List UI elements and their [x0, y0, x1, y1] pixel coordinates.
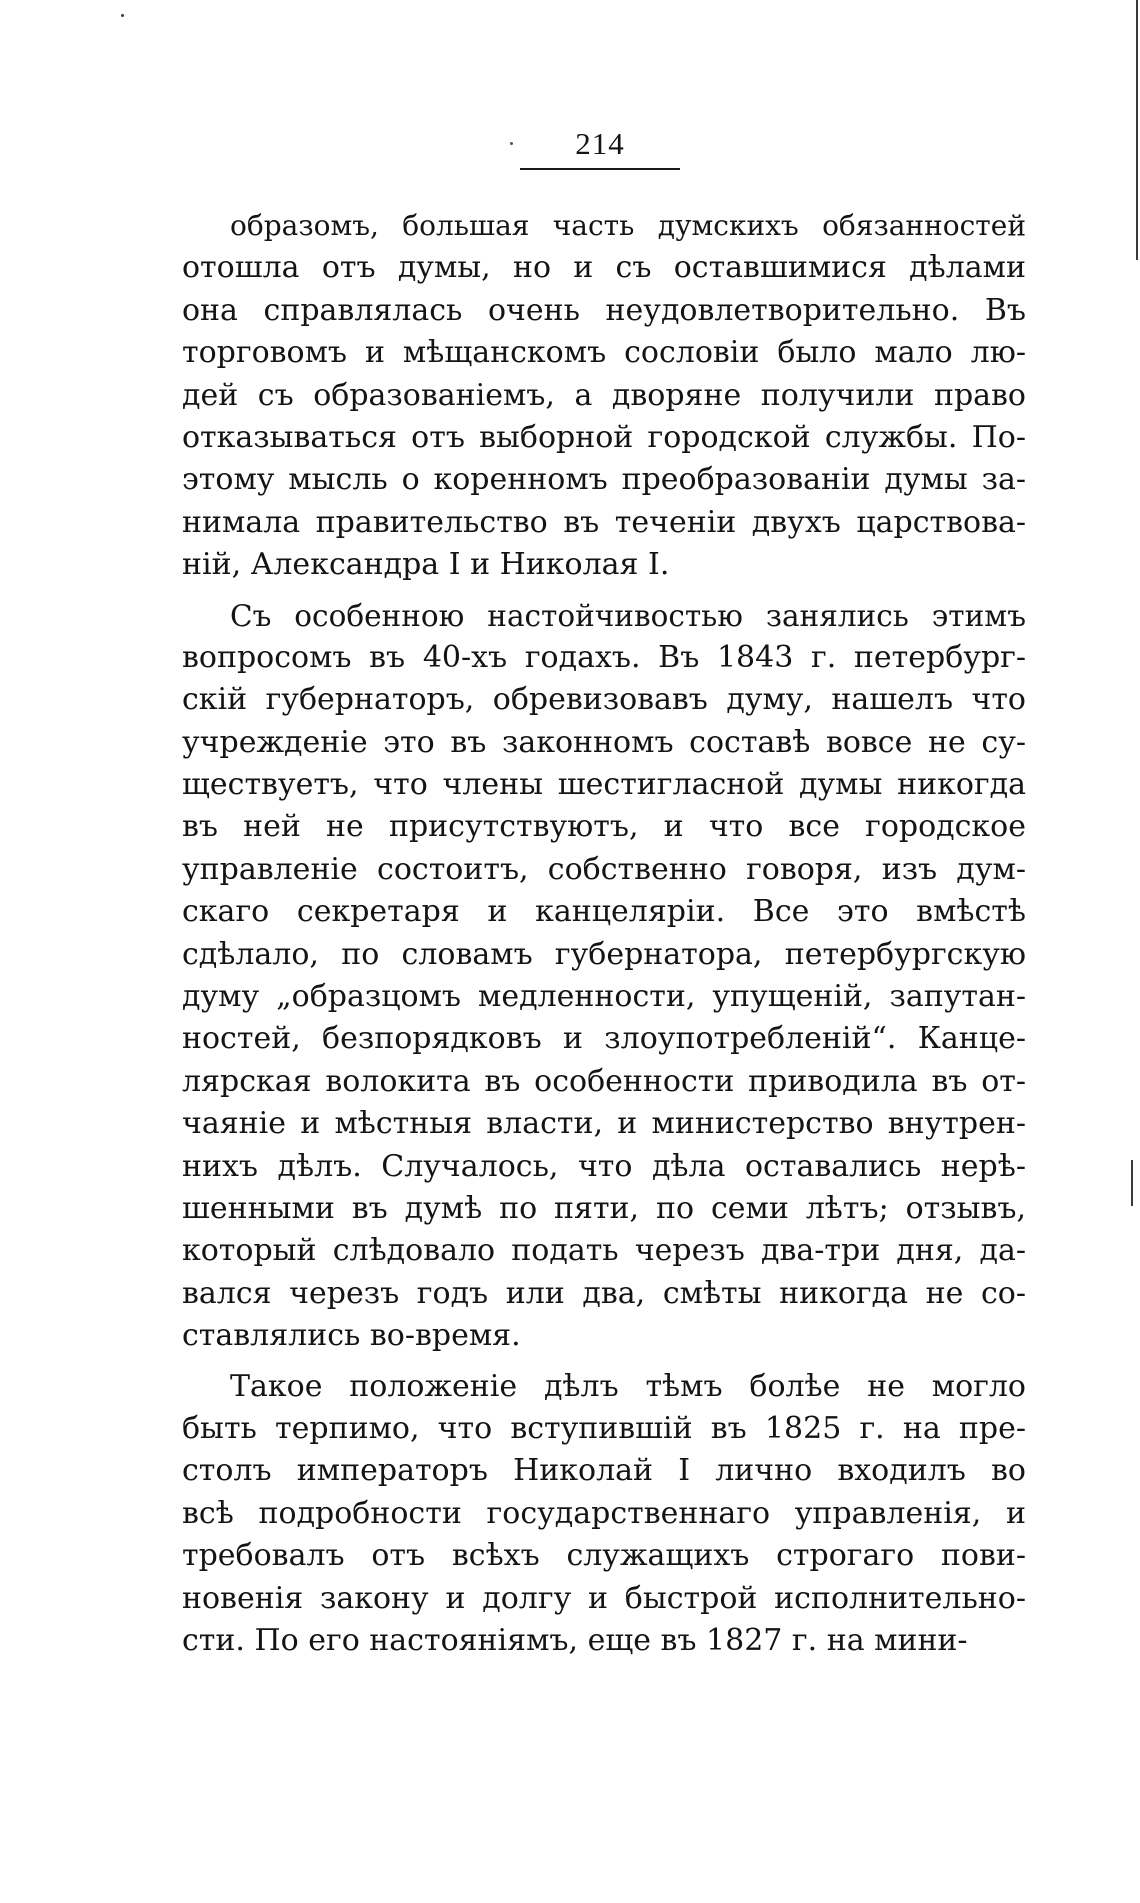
- paragraph: [182, 1366, 1026, 1663]
- text-line: столъ императоръ Николай I лично входилъ во: [182, 1453, 1026, 1489]
- text-line: вопросомъ въ 40-хъ годахъ. Въ 1843 г. петербург-: [182, 639, 1026, 675]
- text-line: учрежденіе это въ законномъ составѣ вовсе не су-: [182, 724, 1026, 760]
- margin-mark: [1136, 0, 1138, 260]
- text-line: ставлялись во-время.: [182, 1318, 521, 1354]
- page-number: 214: [575, 126, 625, 161]
- page-header: [520, 124, 680, 164]
- text-line: въ ней не присутствуютъ, и что все городское: [182, 809, 1026, 845]
- header-dot: [510, 142, 513, 145]
- text-line: ній, Александра I и Николая I.: [182, 547, 670, 583]
- text-line: вался черезъ годъ или два, смѣты никогда не со-: [182, 1275, 1026, 1311]
- margin-mark: [1131, 1160, 1133, 1206]
- text-line: Съ особенною настойчивостью занялись этимъ: [230, 598, 1026, 633]
- text-line: сти. По его настояніямъ, еще въ 1827 г. на мини-: [182, 1622, 968, 1658]
- text-line: торговомъ и мѣщанскомъ сословіи было мало лю-: [182, 335, 1026, 371]
- text-line: новенія закону и долгу и быстрой исполнительно-: [182, 1580, 1026, 1616]
- paragraph: [182, 205, 1026, 587]
- text-line: шенными въ думѣ по пяти, по семи лѣтъ; отзывъ,: [182, 1190, 1026, 1226]
- text-line: который слѣдовало подать черезъ два-три дня, да-: [182, 1233, 1026, 1269]
- text-line: всѣ подробности государственнаго управленія, и: [182, 1495, 1026, 1531]
- text-line: она справлялась очень неудовлетворительно. Въ: [182, 292, 1026, 328]
- text-line: ществуетъ, что члены шестигласной думы никогда: [182, 767, 1026, 803]
- paragraph-gap: [182, 1358, 1026, 1366]
- text-line: нимала правительство въ теченіи двухъ царствова-: [182, 504, 1026, 540]
- text-line: думу „образцомъ медленности, упущеній, запутан-: [182, 979, 1026, 1015]
- text-line: ностей, безпорядковъ и злоупотребленій“. Канце-: [182, 1021, 1026, 1057]
- text-line: нихъ дѣлъ. Случалось, что дѣла оставались нерѣ-: [182, 1148, 1026, 1184]
- text-line: управленіе состоитъ, собственно говоря, изъ дум-: [182, 851, 1026, 887]
- text-line: образомъ, большая часть думскихъ обязанностей: [230, 209, 1026, 242]
- body-text: [182, 205, 1026, 1662]
- paragraph: [182, 595, 1026, 1358]
- text-line: скаго секретаря и канцеляріи. Все это вмѣстѣ: [182, 894, 1026, 930]
- text-line: отказываться отъ выборной городской службы. По-: [182, 419, 1026, 455]
- text-line: требовалъ отъ всѣхъ служащихъ строгаго пови-: [182, 1538, 1026, 1574]
- margin-mark: [121, 14, 124, 17]
- text-line: Такое положеніе дѣлъ тѣмъ болѣе не могло: [230, 1368, 1026, 1404]
- text-line: сдѣлало, по словамъ губернатора, петербургскую: [182, 936, 1026, 972]
- text-line: скій губернаторъ, обревизовавъ думу, нашелъ что: [182, 682, 1026, 718]
- header-rule: [520, 168, 680, 170]
- text-line: быть терпимо, что вступившій въ 1825 г. на пре-: [182, 1410, 1026, 1446]
- paragraph-gap: [182, 587, 1026, 595]
- text-line: этому мысль о коренномъ преобразованіи думы за-: [182, 462, 1026, 498]
- text-line: чаяніе и мѣстныя власти, и министерство внутрен-: [182, 1106, 1026, 1142]
- text-line: лярская волокита въ особенности приводила въ от-: [182, 1063, 1026, 1099]
- text-line: отошла отъ думы, но и съ оставшимися дѣлами: [182, 250, 1026, 286]
- text-line: дей съ образованіемъ, а дворяне получили право: [182, 377, 1026, 413]
